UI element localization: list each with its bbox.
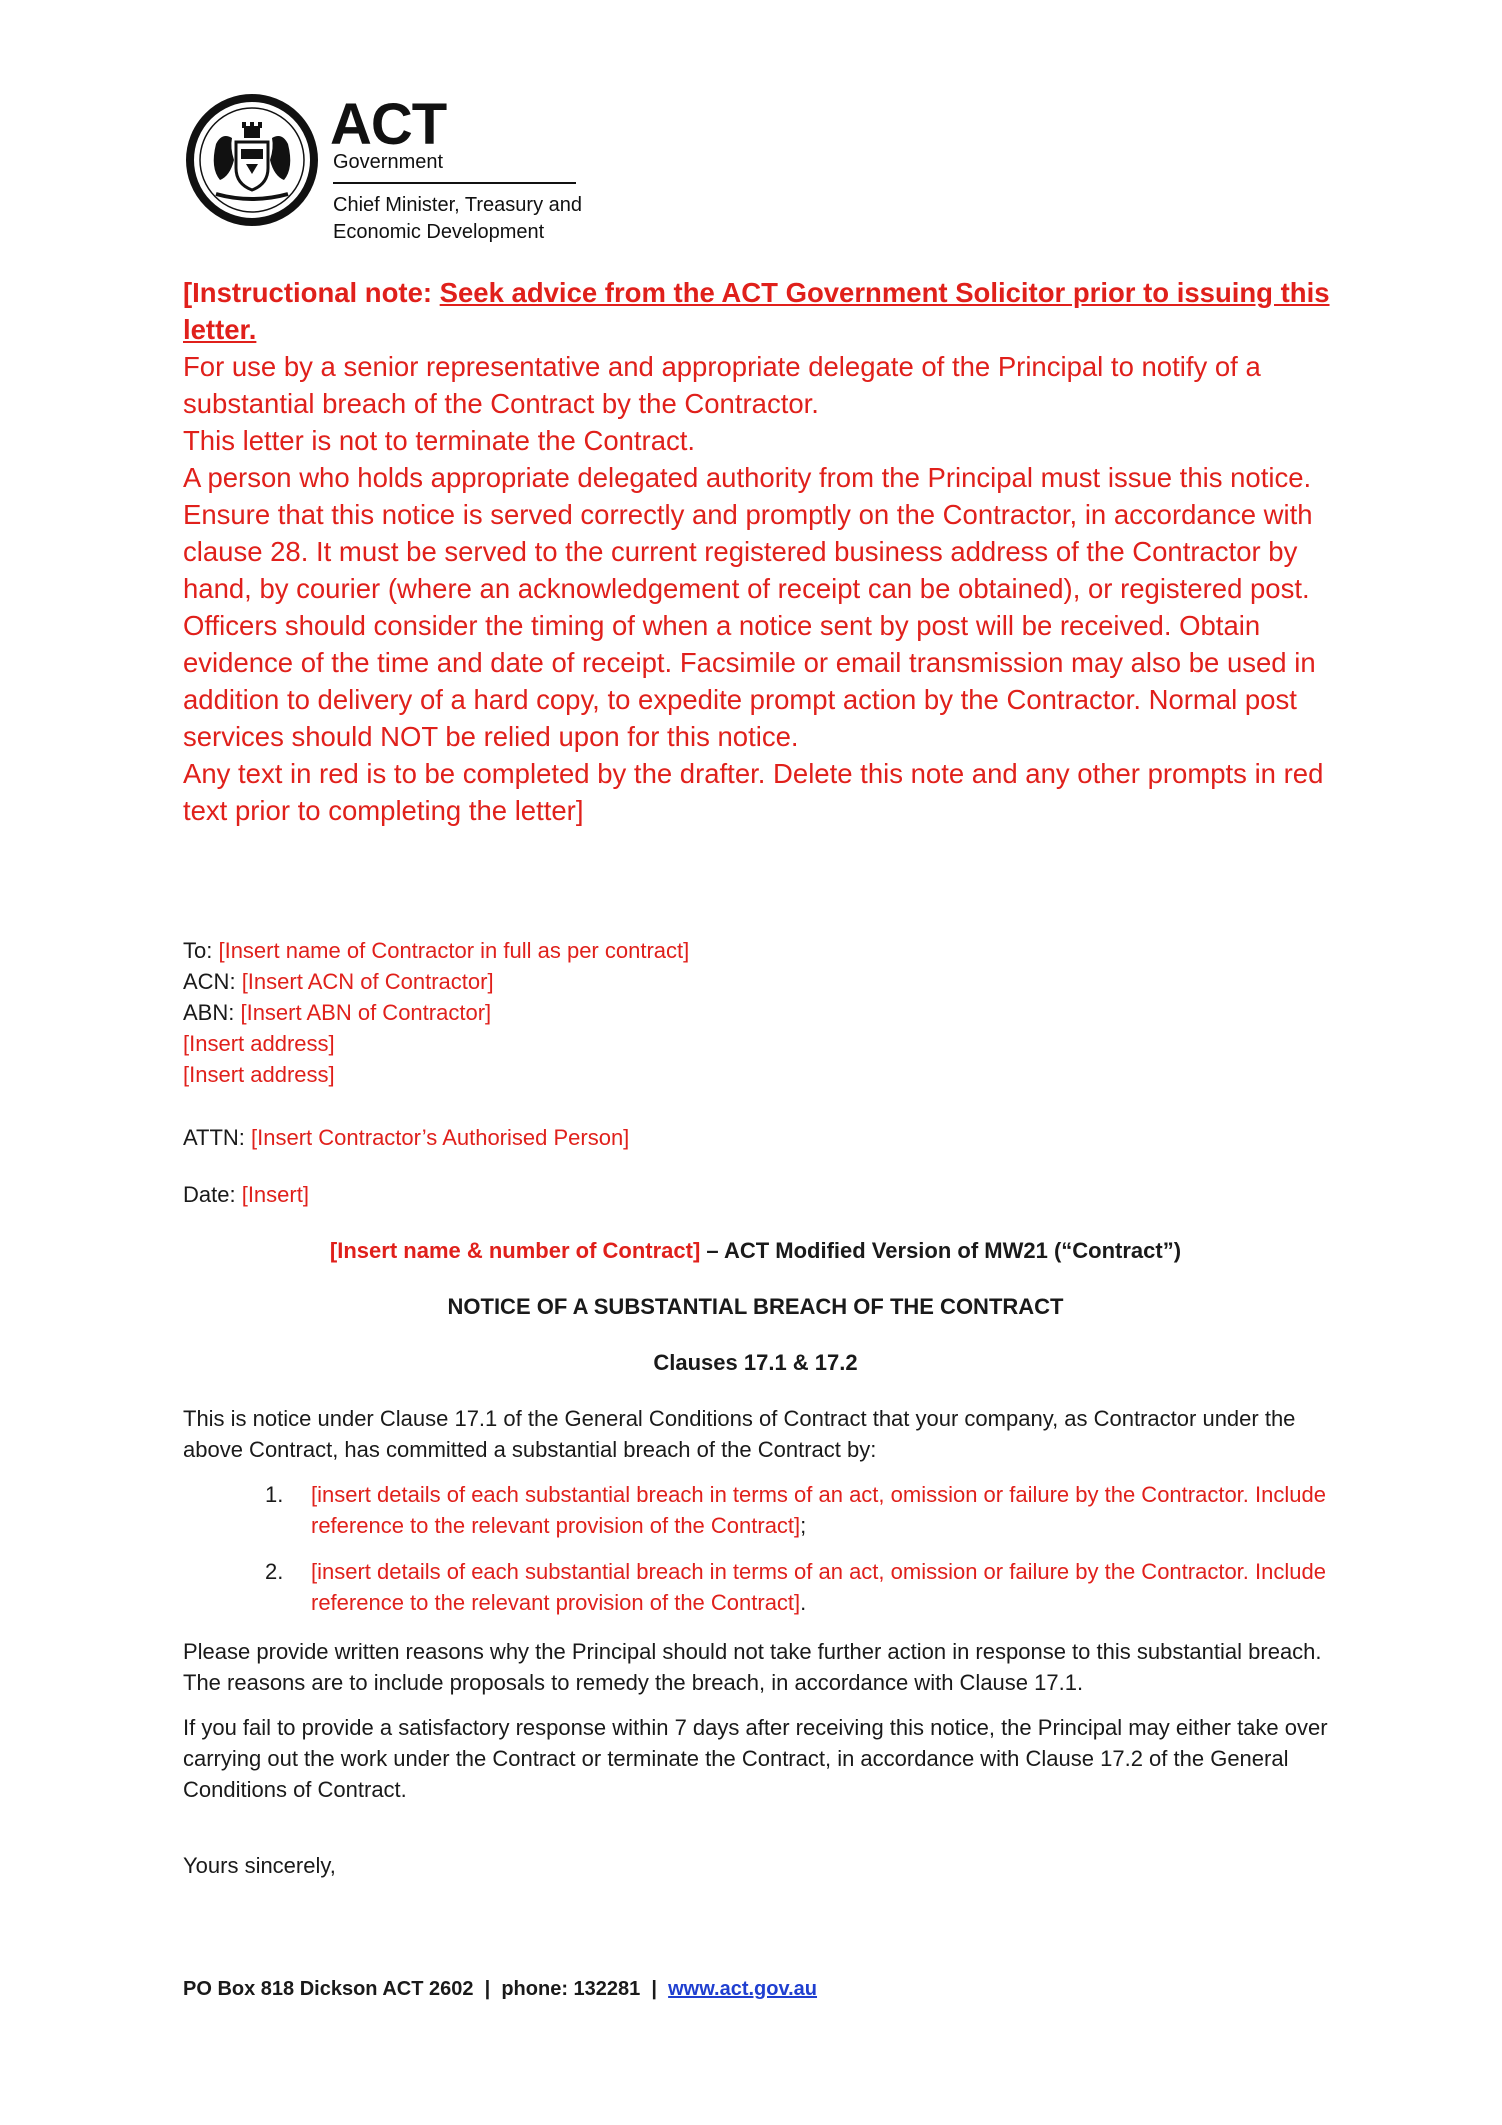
reasons-paragraph: Please provide written reasons why the Principal should not take further action in response to this substantial breach. The reasons are to include proposals to remedy the breach, in accordance with Clause 17.1. xyxy=(183,1639,1322,1695)
signoff: Yours sincerely, xyxy=(183,1853,336,1878)
item-text: [insert details of each substantial breach in terms of an act, omission or failure by the Contractor. Include reference to the relevant provision of the Contract] xyxy=(311,1559,1326,1615)
attn-line xyxy=(183,1122,629,1153)
abn-line xyxy=(183,997,689,1028)
directorate-line-1: Chief Minister, Treasury and xyxy=(333,194,582,216)
date-line xyxy=(183,1179,309,1210)
item-end: ; xyxy=(800,1513,807,1538)
item-number: 2. xyxy=(265,1559,284,1584)
contract-placeholder: [Insert name & number of Contract] xyxy=(329,1238,701,1263)
acn-value: [Insert ACN of Contractor] xyxy=(241,969,494,994)
footer-address: PO Box 818 Dickson ACT 2602 xyxy=(183,1978,474,2000)
item-end: . xyxy=(800,1590,807,1615)
note-line: A person who holds appropriate delegated authority from the Principal must issue this notice. xyxy=(183,462,1312,493)
clauses-heading: Clauses 17.1 & 17.2 xyxy=(653,1350,858,1375)
attn-value: [Insert Contractor’s Authorised Person] xyxy=(251,1125,630,1150)
date-label: Date: xyxy=(183,1182,242,1207)
website-link[interactable]: www.act.gov.au xyxy=(668,1978,818,2000)
footer-separator: | xyxy=(640,1978,669,2000)
acn-line xyxy=(183,966,689,997)
abn-label: ABN: xyxy=(183,1000,241,1025)
abn-value: [Insert ABN of Contractor] xyxy=(240,1000,492,1025)
acn-label: ACN: xyxy=(183,969,242,994)
recipient-block xyxy=(183,935,689,1090)
letter-body xyxy=(183,1403,1333,1881)
to-line xyxy=(183,935,689,966)
attn-label: ATTN: xyxy=(183,1125,252,1150)
footer-separator: | xyxy=(473,1978,502,2000)
consequence-paragraph: If you fail to provide a satisfactory response within 7 days after receiving this notice, the Principal may either take over carrying out the work under the Contract or terminate the Contract, in accordance with Clause 17.2 of the General Conditions of Contract. xyxy=(183,1715,1328,1802)
to-value: [Insert name of Contractor in full as per contract] xyxy=(218,938,690,963)
note-advice: Seek advice from the ACT Government Solicitor prior to issuing this letter. xyxy=(183,277,1330,345)
directorate-line-2: Economic Development xyxy=(333,221,545,243)
instructional-note xyxy=(183,274,1333,829)
to-label: To: xyxy=(183,938,219,963)
contract-suffix: – ACT Modified Version of MW21 (“Contract”) xyxy=(700,1238,1182,1263)
breach-item xyxy=(183,1479,1333,1541)
item-number: 1. xyxy=(265,1482,284,1507)
intro-paragraph: This is notice under Clause 17.1 of the General Conditions of Contract that your company, as Contractor under the above Contract, has committed a substantial breach of the Contract by: xyxy=(183,1406,1296,1462)
note-line: Any text in red is to be completed by the drafter. Delete this note and any other prompts in red text prior to completing the letter] xyxy=(183,758,1324,826)
breach-item xyxy=(183,1556,1333,1618)
note-heading xyxy=(183,274,1333,348)
item-text: [insert details of each substantial breach in terms of an act, omission or failure by the Contractor. Include reference to the relevant provision of the Contract] xyxy=(311,1482,1326,1538)
footer-phone: phone: 132281 xyxy=(501,1978,641,2000)
address-line-2: [Insert address] xyxy=(183,1062,335,1087)
notice-title: NOTICE OF A SUBSTANTIAL BREACH OF THE CONTRACT xyxy=(447,1294,1064,1319)
directorate-name xyxy=(333,192,593,246)
note-prefix: [Instructional note: xyxy=(183,277,440,308)
address-line-1: [Insert address] xyxy=(183,1031,335,1056)
note-line: This letter is not to terminate the Contract. xyxy=(183,425,696,456)
act-coat-of-arms-icon xyxy=(186,94,318,226)
act-government-logo xyxy=(186,94,586,254)
note-line: For use by a senior representative and appropriate delegate of the Principal to notify of a substantial breach of the Contract by the Contractor. xyxy=(183,351,1261,419)
logo-title: ACT xyxy=(330,92,447,157)
footer xyxy=(183,1978,817,2001)
logo-subtitle: Government xyxy=(333,151,444,173)
contract-heading xyxy=(183,1235,1328,1266)
date-value: [Insert] xyxy=(241,1182,309,1207)
note-line: Ensure that this notice is served correctly and promptly on the Contractor, in accordance with clause 28. It must be served to the current registered business address of the Contractor by hand, by courier (where an acknowledgement of receipt can be obtained), or registered post. Officers should consider the timing of when a notice sent by post will be received. Obtain evidence of the time and date of receipt. Facsimile or email transmission may also be used in addition to delivery of a hard copy, to expedite prompt action by the Contractor. Normal post services should NOT be relied upon for this notice. xyxy=(183,499,1316,752)
logo-divider xyxy=(333,182,576,184)
